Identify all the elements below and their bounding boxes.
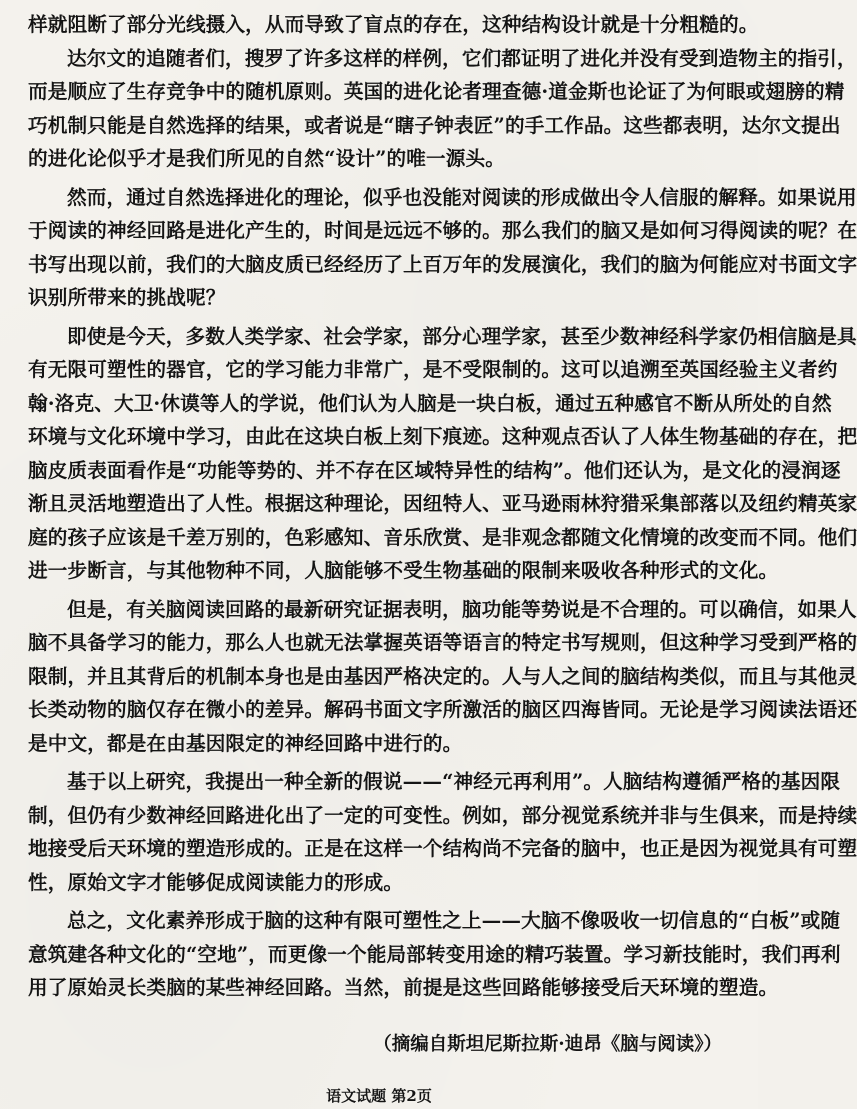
text-line: 于阅读的神经回路是进化产生的，时间是远远不够的。那么我们的脑又是如何习得阅读的呢？在 — [28, 219, 857, 242]
page-footer: 语文试题 第2页 — [326, 1087, 432, 1105]
text-line: 然而，通过自然选择进化的理论，似乎也没能对阅读的形成做出令人信服的解释。如果说用 — [67, 185, 857, 209]
text-line: 有无限可塑性的器官，它的学习能力非常广，是不受限制的。这可以追溯至英国经验主义者约 — [28, 358, 838, 381]
text-line: 意筑建各种文化的“空地”，而更像一个能局部转变用途的精巧装置。学习新技能时，我们再利 — [28, 942, 841, 966]
paragraph-2 — [28, 42, 857, 176]
text-line: 即使是今天，多数人类学家、社会学家，部分心理学家，甚至少数神经科学家仍相信脑是具 — [67, 324, 857, 348]
text-line: 基于以上研究，我提出一种全新的假说——“神经元再利用”。人脑结构遵循严格的基因限 — [67, 770, 841, 793]
text-line: 识别所带来的挑战呢？ — [28, 286, 226, 309]
text-line: 书写出现以前，我们的大脑皮质已经经历了上百万年的发展演化，我们的脑为何能应对书面文字 — [28, 252, 857, 276]
text-line: 是中文，都是在由基因限定的神经回路中进行的。 — [28, 731, 463, 755]
text-line: 性，原始文字才能够促成阅读能力的形成。 — [28, 870, 404, 894]
text-line: 巧机制只能是自然选择的结果，或者说是“瞎子钟表匠”的手工作品。这些都表明，达尔文提出 — [28, 113, 841, 137]
text-line: 翰·洛克、大卫·休谟等人的学说，他们认为人脑是一块白板，通过五种感官不断从所处的自然 — [28, 391, 832, 415]
paragraph-6 — [28, 765, 857, 899]
text-line: 达尔文的追随者们，搜罗了许多这样的样例，它们都证明了进化并没有受到造物主的指引， — [67, 46, 857, 70]
text-line: 渐且灵活地塑造出了人性。根据这种理论，因纽特人、亚马逊雨林狩猎采集部落以及纽约精英家 — [28, 492, 857, 515]
text-line: 长类动物的脑仅存在微小的差异。解码书面文字所激活的脑区四海皆同。无论是学习阅读法语还 — [28, 698, 857, 721]
text-line: 限制，并且其背后的机制本身也是由基因严格决定的。人与人之间的脑结构类似，而且与其他灵 — [28, 664, 857, 688]
paragraph-1 — [28, 8, 759, 42]
paragraph-7 — [28, 904, 841, 1005]
text-line: 的进化论似乎才是我们所见的自然“设计”的唯一源头。 — [28, 147, 505, 170]
article-body — [28, 8, 857, 1005]
text-line: 进一步断言，与其他物种不同，人脑能够不受生物基础的限制来吸收各种形式的文化。 — [28, 559, 779, 582]
text-line: 脑不具备学习的能力，那么人也就无法掌握英语等语言的特定书写规则，但这种学习受到严格的 — [28, 631, 857, 654]
text-line: 地接受后天环境的塑造形成的。正是在这样一个结构尚不完备的脑中，也正是因为视觉具有可塑 — [28, 837, 857, 860]
text-line: 环境与文化环境中学习，由此在这块白板上刻下痕迹。这种观点否认了人体生物基础的存在，把 — [28, 425, 857, 448]
text-line: 制，但仍有少数神经回路进化出了一定的可变性。例如，部分视觉系统并非与生俱来，而是持续 — [28, 803, 857, 827]
paragraph-3 — [28, 181, 857, 315]
paragraph-5 — [28, 593, 857, 761]
source-citation: （摘编自斯坦尼斯拉斯·迪昂《脑与阅读》） — [373, 1034, 722, 1055]
text-line: 总之，文化素养形成于脑的这种有限可塑性之上——大脑不像吸收一切信息的“白板”或随 — [67, 909, 841, 932]
text-line: 但是，有关脑阅读回路的最新研究证据表明，脑功能等势说是不合理的。可以确信，如果人 — [67, 597, 857, 621]
text-line: 样就阻断了部分光线摄入，从而导致了盲点的存在，这种结构设计就是十分粗糙的。 — [28, 13, 759, 36]
text-line: 脑皮质表面看作是“功能等势的、并不存在区域特异性的结构”。他们还认为，是文化的浸润逐 — [28, 458, 841, 482]
text-line: 而是顺应了生存竞争中的随机原则。英国的进化论者理查德·道金斯也论证了为何眼或翅膀的精 — [28, 80, 845, 103]
text-line: 庭的孩子应该是千差万别的，色彩感知、音乐欣赏、是非观念都随文化情境的改变而不同。他们 — [28, 525, 857, 549]
text-line: 用了原始灵长类脑的某些神经回路。当然，前提是这些回路能够接受后天环境的塑造。 — [28, 976, 779, 999]
paragraph-4 — [28, 320, 857, 588]
